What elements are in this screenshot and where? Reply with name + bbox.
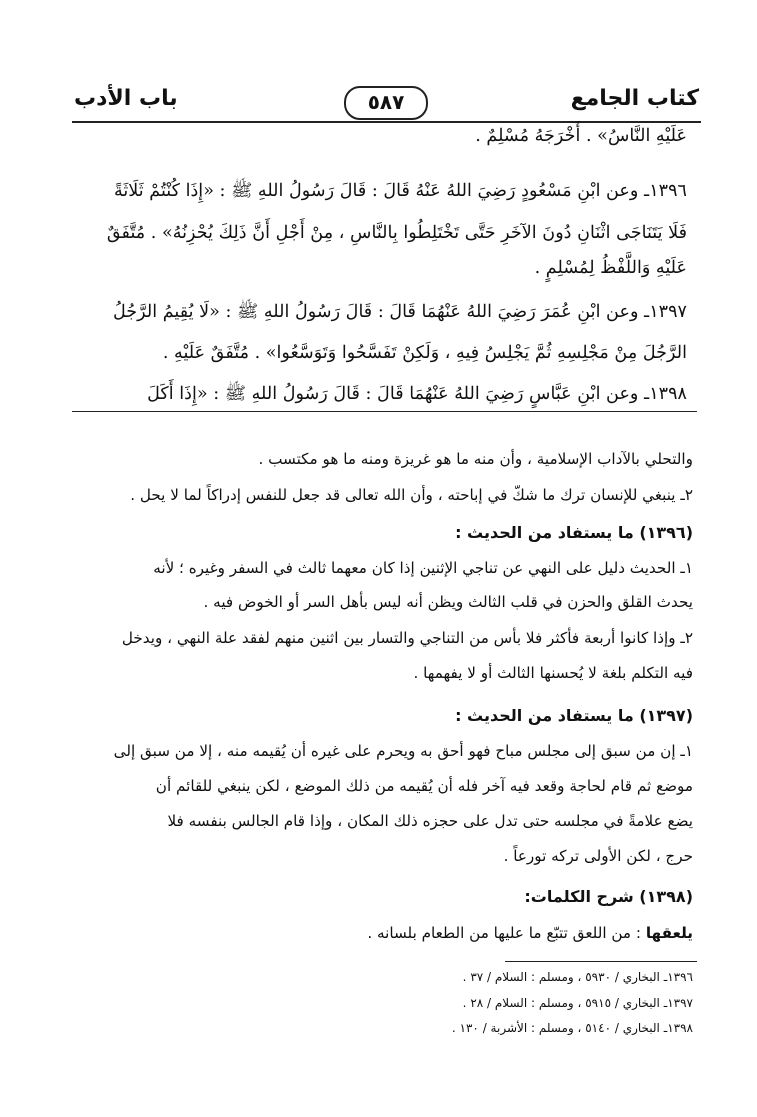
footnote-rule xyxy=(505,961,697,962)
commentary-line: يضع علامةً في مجلسه حتى تدل على حجزه ذلك المكان ، وإذا قام الجالس بنفسه فلا xyxy=(167,812,693,830)
word-definition: : من اللعق تتبّع ما عليها من الطعام بلسانه . xyxy=(367,924,642,942)
word-definition-line xyxy=(64,926,693,941)
commentary-line: ٢ـ وإذا كانوا أربعة فأكثر فلا بأس من التناجي والتسار بين اثنين منهم لفقد علة النهي ، ويدخل xyxy=(121,629,693,647)
footnote: ١٣٩٧ـ البخاري / ٥٩١٥ ، ومسلم : السلام / ٢٨ . xyxy=(462,996,693,1010)
book-title: كتاب الجامع xyxy=(570,86,699,111)
commentary-line: موضع ثم قام لحاجة وقعد فيه آخر فله أن يُقيمه من ذلك الموضع ، لكن ينبغي للقائم أن xyxy=(155,777,693,795)
hadith-line: عَلَيْهِ وَاللَّفْظُ لِمُسْلِمٍ . xyxy=(534,258,687,278)
hadith-line: فَلَا يَتَنَاجَى اثْنَانِ دُونَ الآخَرِ حَتَّى تَخْتَلِطُوا بِالنَّاسِ ، مِنْ أَجْلِ أَنَّ ذَلِكَ يُحْزِنُهُ» . مُتَّفَقٌ xyxy=(106,223,687,243)
commentary-line: فيه التكلم بلغة لا يُحسنها الثالث أو لا يفهمها . xyxy=(413,664,693,682)
commentary-line: والتحلي بالآداب الإسلامية ، وأن منه ما هو غريزة ومنه ما هو مكتسب . xyxy=(258,450,693,468)
section-heading-1398: (١٣٩٨) شرح الكلمات: xyxy=(524,887,693,906)
section-heading-1397: (١٣٩٧) ما يستفاد من الحديث : xyxy=(455,706,693,725)
commentary-line: حرج ، لكن الأولى تركه تورعاً . xyxy=(503,847,693,865)
section-heading-1396: (١٣٩٦) ما يستفاد من الحديث : xyxy=(455,523,693,542)
commentary-line: يحدث القلق والحزن في قلب الثالث ويظن أنه ليس بأهل السر أو الخوض فيه . xyxy=(203,593,693,611)
commentary-line: ٢ـ ينبغي للإنسان ترك ما شكّ في إباحته ، وأن الله تعالى قد جعل للنفس إدراكاً لما لا يحل . xyxy=(130,486,693,504)
word-term: يلعقها xyxy=(645,924,693,942)
hadith-line: عَلَيْهِ النَّاسُ» . أَخْرَجَهُ مُسْلِمٌ . xyxy=(475,126,687,146)
section-divider xyxy=(72,411,697,412)
footnote: ١٣٩٨ـ البخاري / ٥١٤٠ ، ومسلم : الأشربة / ١٣٠ . xyxy=(451,1021,693,1035)
commentary-line: ١ـ الحديث دليل على النهي عن تناجي الإثنين إذا كان معهما ثالث في السفر وغيره ؛ لأنه xyxy=(153,559,693,577)
hadith-line: ١٣٩٦ـ وعن ابْنِ مَسْعُودٍ رَضِيَ اللهُ عَنْهُ قَالَ : قَالَ رَسُولُ اللهِ ﷺ : «إِذَا كُنْتُمْ ثَلَاثَةً xyxy=(113,181,687,201)
hadith-line: ١٣٩٧ـ وعن ابْنِ عُمَرَ رَضِيَ اللهُ عَنْهُمَا قَالَ : قَالَ رَسُولُ اللهِ ﷺ : «لَا يُقِيمُ الرَّجُلُ xyxy=(112,302,687,322)
hadith-line: ١٣٩٨ـ وعن ابْنِ عَبَّاسٍ رَضِيَ اللهُ عَنْهُمَا قَالَ : قَالَ رَسُولُ اللهِ ﷺ : «إِذَا أَكَلَ xyxy=(147,384,687,404)
page-number: ٥٨٧ xyxy=(344,86,428,120)
hadith-line: الرَّجُلَ مِنْ مَجْلِسِهِ ثُمَّ يَجْلِسُ فِيهِ ، وَلَكِنْ تَفَسَّحُوا وَتَوَسَّعُوا» . مُتَّفَقٌ عَلَيْهِ . xyxy=(162,343,687,363)
commentary-line: ١ـ إن من سبق إلى مجلس مباح فهو أحق به ويحرم على غيره أن يُقيمه منه ، إلا من سبق إلى xyxy=(113,742,693,760)
chapter-title: باب الأدب xyxy=(74,86,178,111)
footnote: ١٣٩٦ـ البخاري / ٥٩٣٠ ، ومسلم : السلام / ٣٧ . xyxy=(462,970,693,984)
header-rule xyxy=(72,121,701,123)
